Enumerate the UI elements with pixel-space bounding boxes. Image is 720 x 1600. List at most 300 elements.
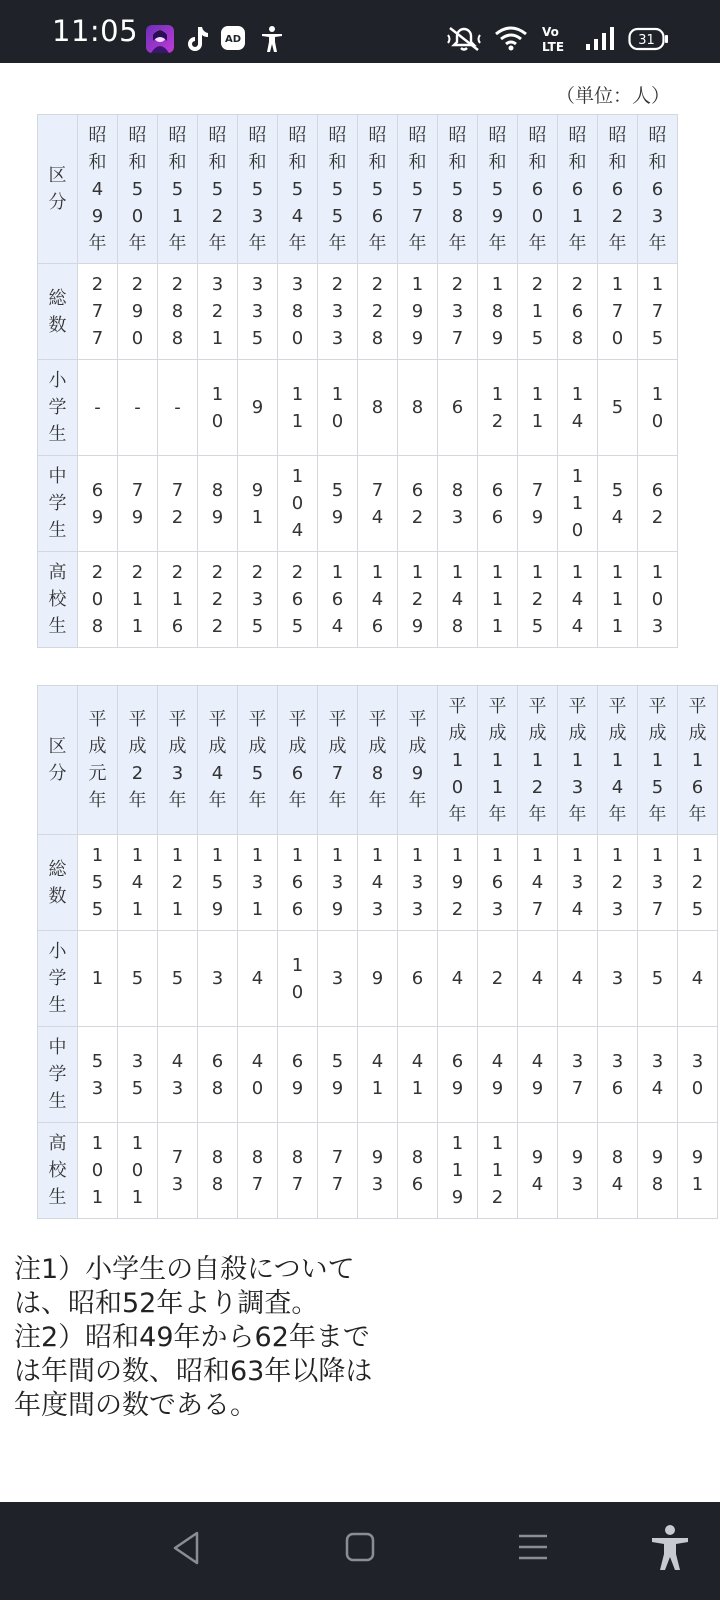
- table-cell: [118, 360, 158, 456]
- table-cell: [638, 360, 678, 456]
- table-cell-text: 111: [491, 562, 504, 637]
- table-cell-text: 265: [291, 562, 304, 637]
- table-cell: [278, 931, 318, 1027]
- table-header-row: [38, 686, 718, 835]
- year-header: [478, 115, 518, 264]
- year-header: [598, 686, 638, 835]
- year-header: [518, 686, 558, 835]
- table-cell: [78, 552, 118, 648]
- table-cell-text: 3: [331, 968, 344, 989]
- row-label: [38, 264, 78, 360]
- table-cell-text: 159: [211, 845, 224, 920]
- table-cell-text: 170: [611, 274, 624, 349]
- table-cell-text: 4: [451, 968, 464, 989]
- table-cell: [678, 1027, 718, 1123]
- table-cell: [238, 835, 278, 931]
- year-header-text: 平成16年: [688, 695, 707, 825]
- table-cell: [158, 264, 198, 360]
- year-header: [478, 686, 518, 835]
- table-cell: [518, 1027, 558, 1123]
- suicide-table-showa: [37, 114, 678, 648]
- table-cell: [358, 1123, 398, 1219]
- note-1: 注1）小学生の自殺については、昭和52年より調査。: [14, 1254, 355, 1319]
- table-cell: [598, 1123, 638, 1219]
- year-header: [558, 115, 598, 264]
- table-cell: [238, 931, 278, 1027]
- svg-text:Vo: Vo: [542, 25, 559, 39]
- table-cell-text: 79: [531, 479, 544, 528]
- table-cell-text: 121: [171, 845, 184, 920]
- table-cell: [278, 1027, 318, 1123]
- table-cell: [398, 264, 438, 360]
- table-cell-text: 199: [411, 274, 424, 349]
- table-cell-text: 93: [571, 1146, 584, 1195]
- table-cell-text: 166: [291, 845, 304, 920]
- table-cell: [438, 456, 478, 552]
- table-cell-text: 62: [411, 479, 424, 528]
- year-header-text: 平成2年: [128, 709, 147, 811]
- year-header: [438, 686, 478, 835]
- table-cell-text: 91: [251, 479, 264, 528]
- table-cell: [478, 1027, 518, 1123]
- table-cell: [478, 1123, 518, 1219]
- table-cell-text: 189: [491, 274, 504, 349]
- table-cell: [198, 456, 238, 552]
- table-cell-text: 6: [411, 968, 424, 989]
- table-cell-text: 4: [531, 968, 544, 989]
- year-header-text: 昭和50年: [128, 124, 147, 254]
- table-cell-text: 4: [251, 968, 264, 989]
- year-header-text: 平成元年: [88, 709, 107, 811]
- table-cell: [198, 931, 238, 1027]
- table-cell-text: 91: [691, 1146, 704, 1195]
- status-time: 11:05: [52, 14, 139, 48]
- table-cell: [78, 835, 118, 931]
- table-cell-text: 43: [171, 1050, 184, 1099]
- table-cell: [678, 835, 718, 931]
- table-cell: [358, 552, 398, 648]
- year-header-text: 昭和49年: [88, 124, 107, 254]
- table-cell: [198, 264, 238, 360]
- table-cell-text: 101: [91, 1133, 104, 1208]
- table-cell: [598, 360, 638, 456]
- table-cell: [678, 931, 718, 1027]
- table-header-row: [38, 115, 678, 264]
- table-cell: [198, 360, 238, 456]
- row-label: [38, 552, 78, 648]
- table-cell: [638, 1027, 678, 1123]
- year-header: [558, 686, 598, 835]
- table-cell-text: 144: [571, 562, 584, 637]
- table-cell: [598, 931, 638, 1027]
- year-header-text: 平成4年: [208, 709, 227, 811]
- table-row: [38, 835, 718, 931]
- row-label-text: 中学生: [48, 466, 67, 541]
- year-header-text: 平成13年: [568, 695, 587, 825]
- table-cell-text: 125: [691, 845, 704, 920]
- table-cell-text: 74: [371, 479, 384, 528]
- year-header: [678, 686, 718, 835]
- table-cell-text: 87: [251, 1146, 264, 1195]
- table-cell: [78, 360, 118, 456]
- table-cell: [318, 1123, 358, 1219]
- year-header: [198, 686, 238, 835]
- table-cell: [278, 264, 318, 360]
- year-header: [638, 686, 678, 835]
- table-cell-text: 2: [491, 968, 504, 989]
- signal-icon: [584, 26, 618, 56]
- table-cell-text: 72: [171, 479, 184, 528]
- table-cell: [598, 264, 638, 360]
- row-label: [38, 931, 78, 1027]
- table-cell-text: 141: [131, 845, 144, 920]
- table-cell-text: 87: [291, 1146, 304, 1195]
- table-cell-text: 222: [211, 562, 224, 637]
- table-cell: [78, 1027, 118, 1123]
- table-cell: [158, 835, 198, 931]
- table-cell-text: 123: [611, 845, 624, 920]
- home-icon[interactable]: [344, 1531, 376, 1567]
- table-cell: [478, 264, 518, 360]
- table-cell-text: 59: [331, 479, 344, 528]
- year-header-text: 平成12年: [528, 695, 547, 825]
- row-label-text: 中学生: [48, 1037, 67, 1112]
- table-cell: [318, 360, 358, 456]
- corner-header-text: 区分: [48, 736, 67, 784]
- mute-icon: [446, 26, 482, 56]
- page-content[interactable]: [0, 63, 720, 1502]
- table-cell: [558, 1027, 598, 1123]
- table-cell: [558, 264, 598, 360]
- table-cell-text: 119: [451, 1133, 464, 1208]
- table-cell-text: 69: [291, 1050, 304, 1099]
- row-label: [38, 360, 78, 456]
- table-cell: [358, 931, 398, 1027]
- row-label: [38, 456, 78, 552]
- year-header-text: 昭和54年: [288, 124, 307, 254]
- table-cell: [398, 931, 438, 1027]
- table-cell-text: 208: [91, 562, 104, 637]
- table-cell-text: 59: [331, 1050, 344, 1099]
- year-header-text: 昭和57年: [408, 124, 427, 254]
- table-cell: [478, 552, 518, 648]
- table-cell-text: 155: [91, 845, 104, 920]
- table-cell: [78, 264, 118, 360]
- table-cell-text: 112: [491, 1133, 504, 1208]
- table-cell: [518, 1123, 558, 1219]
- table-cell-text: 103: [651, 562, 664, 637]
- table-cell-text: 228: [371, 274, 384, 349]
- suicide-table-heisei: [37, 685, 718, 1219]
- table-cell-text: 6: [451, 397, 464, 418]
- table-cell-text: 79: [131, 479, 144, 528]
- year-header-text: 平成8年: [368, 709, 387, 811]
- table-cell: [238, 1123, 278, 1219]
- table-cell: [358, 360, 398, 456]
- year-header-text: 昭和55年: [328, 124, 347, 254]
- table-cell-text: 146: [371, 562, 384, 637]
- table-cell: [678, 1123, 718, 1219]
- table-cell-text: 5: [611, 397, 624, 418]
- table-cell-text: 111: [611, 562, 624, 637]
- year-header-text: 平成9年: [408, 709, 427, 811]
- table-cell-text: 5: [651, 968, 664, 989]
- status-bar: [0, 0, 720, 63]
- table-cell: [638, 1123, 678, 1219]
- table-cell: [238, 456, 278, 552]
- table-cell-text: 137: [651, 845, 664, 920]
- table-cell: [318, 264, 358, 360]
- table-cell-text: 380: [291, 274, 304, 349]
- table-cell-text: 148: [451, 562, 464, 637]
- table-row: [38, 552, 678, 648]
- table-cell-text: 41: [411, 1050, 424, 1099]
- year-header-text: 平成15年: [648, 695, 667, 825]
- row-label-text: 総数: [48, 287, 67, 336]
- table-cell-text: 40: [251, 1050, 264, 1099]
- table-cell: [198, 1123, 238, 1219]
- navigation-bar: [0, 1502, 720, 1600]
- table-cell: [398, 552, 438, 648]
- table-cell: [118, 264, 158, 360]
- year-header: [198, 115, 238, 264]
- table-cell-text: 62: [651, 479, 664, 528]
- table-cell-text: 164: [331, 562, 344, 637]
- year-header-text: 昭和51年: [168, 124, 187, 254]
- corner-header-text: 区分: [48, 165, 67, 213]
- table-cell: [238, 360, 278, 456]
- corner-header: [38, 115, 78, 264]
- table-cell-text: 73: [171, 1146, 184, 1195]
- table-cell-text: 14: [571, 383, 584, 432]
- table-cell-text: 86: [411, 1146, 424, 1195]
- table-cell-text: 9: [251, 397, 264, 418]
- row-label-text: 小学生: [48, 941, 67, 1016]
- year-header-text: 昭和60年: [528, 124, 547, 254]
- table-cell: [638, 931, 678, 1027]
- table-cell: [278, 360, 318, 456]
- table-cell: [78, 1123, 118, 1219]
- year-header: [278, 686, 318, 835]
- year-header: [598, 115, 638, 264]
- table-cell-text: 12: [491, 383, 504, 432]
- year-header: [118, 115, 158, 264]
- year-header: [398, 686, 438, 835]
- table-cell-text: 1: [91, 968, 104, 989]
- table-cell: [558, 1123, 598, 1219]
- year-header-text: 平成11年: [488, 695, 507, 825]
- table-cell: [558, 456, 598, 552]
- table-cell-text: 98: [651, 1146, 664, 1195]
- row-label-text: 高校生: [48, 1133, 67, 1208]
- table-cell: [518, 360, 558, 456]
- year-header: [318, 115, 358, 264]
- accessibility-button[interactable]: [650, 1524, 690, 1576]
- table-cell: [398, 1027, 438, 1123]
- table-cell: [558, 552, 598, 648]
- table-cell-text: 8: [371, 397, 384, 418]
- table-cell-text: 233: [331, 274, 344, 349]
- table-cell: [398, 456, 438, 552]
- table-cell-text: 175: [651, 274, 664, 349]
- table-cell-text: 10: [211, 383, 224, 432]
- row-label: [38, 1123, 78, 1219]
- table-cell-text: 101: [131, 1133, 144, 1208]
- table-cell: [398, 360, 438, 456]
- table-cell: [398, 1123, 438, 1219]
- table-cell: [278, 835, 318, 931]
- table-cell: [118, 835, 158, 931]
- table-cell: [438, 1027, 478, 1123]
- row-label: [38, 1027, 78, 1123]
- table-row: [38, 456, 678, 552]
- table-cell: [198, 1027, 238, 1123]
- table-cell: [158, 1027, 198, 1123]
- table-cell-text: 10: [331, 383, 344, 432]
- table-row: [38, 931, 718, 1027]
- table-cell: [318, 835, 358, 931]
- table-cell: [518, 552, 558, 648]
- svg-text:LTE: LTE: [542, 40, 565, 54]
- table-cell: [638, 552, 678, 648]
- table-cell: [558, 931, 598, 1027]
- year-header-text: 昭和62年: [608, 124, 627, 254]
- table-cell-text: 94: [531, 1146, 544, 1195]
- table-cell-text: -: [94, 397, 101, 418]
- table-cell: [318, 456, 358, 552]
- table-cell-text: 216: [171, 562, 184, 637]
- table-cell-text: 133: [411, 845, 424, 920]
- table-cell-text: 192: [451, 845, 464, 920]
- table-cell: [158, 360, 198, 456]
- table-cell: [638, 456, 678, 552]
- table-cell: [358, 835, 398, 931]
- table-cell: [158, 1123, 198, 1219]
- app-anime-icon: [146, 25, 174, 53]
- table-cell-text: 288: [171, 274, 184, 349]
- year-header-text: 昭和53年: [248, 124, 267, 254]
- row-label-text: 高校生: [48, 562, 67, 637]
- table-cell: [358, 1027, 398, 1123]
- row-label-text: 小学生: [48, 370, 67, 445]
- table-cell-text: 11: [291, 383, 304, 432]
- table-cell-text: 69: [451, 1050, 464, 1099]
- table-cell: [598, 1027, 638, 1123]
- table-cell: [158, 552, 198, 648]
- table-cell: [118, 456, 158, 552]
- year-header: [78, 686, 118, 835]
- year-header: [318, 686, 358, 835]
- table-cell-text: 93: [371, 1146, 384, 1195]
- table-cell-text: 129: [411, 562, 424, 637]
- table-cell-text: 143: [371, 845, 384, 920]
- table-cell: [558, 835, 598, 931]
- table-cell: [438, 1123, 478, 1219]
- table-cell-text: 10: [291, 954, 304, 1003]
- note-2: 注2）昭和49年から62年までは年間の数、昭和63年以降は年度間の数である。: [14, 1322, 373, 1421]
- year-header: [438, 115, 478, 264]
- year-header-text: 平成7年: [328, 709, 347, 811]
- table-cell-text: 68: [211, 1050, 224, 1099]
- table-row: [38, 1027, 718, 1123]
- year-header-text: 平成3年: [168, 709, 187, 811]
- table-cell: [358, 264, 398, 360]
- row-label-text: 総数: [48, 858, 67, 907]
- table-cell-text: 66: [491, 479, 504, 528]
- year-header: [78, 115, 118, 264]
- year-header: [118, 686, 158, 835]
- table-cell: [478, 360, 518, 456]
- table-cell-text: 104: [291, 466, 304, 541]
- table-cell: [78, 456, 118, 552]
- table-cell: [438, 552, 478, 648]
- table-cell: [438, 931, 478, 1027]
- table-cell: [158, 931, 198, 1027]
- table-cell-text: 237: [451, 274, 464, 349]
- table-cell-text: 30: [691, 1050, 704, 1099]
- table-cell: [118, 1027, 158, 1123]
- back-icon[interactable]: [170, 1528, 202, 1572]
- table-cell-text: 10: [651, 383, 664, 432]
- table-cell: [358, 456, 398, 552]
- table-cell: [318, 552, 358, 648]
- svg-text:31: 31: [638, 33, 655, 48]
- table-cell: [598, 835, 638, 931]
- table-cell: [438, 264, 478, 360]
- year-header-text: 平成14年: [608, 695, 627, 825]
- table-cell: [638, 264, 678, 360]
- table-cell-text: 163: [491, 845, 504, 920]
- year-header-text: 昭和61年: [568, 124, 587, 254]
- year-header-text: 昭和58年: [448, 124, 467, 254]
- table-cell: [238, 1027, 278, 1123]
- year-header: [158, 115, 198, 264]
- table-cell: [398, 835, 438, 931]
- menu-icon[interactable]: [517, 1532, 549, 1566]
- table-cell: [278, 1123, 318, 1219]
- table-cell-text: 125: [531, 562, 544, 637]
- ad-blocker-icon: [220, 25, 246, 55]
- battery-icon: [628, 26, 670, 56]
- table-cell-text: 211: [131, 562, 144, 637]
- year-header-text: 昭和59年: [488, 124, 507, 254]
- notes: [14, 1253, 384, 1423]
- table-row: [38, 1123, 718, 1219]
- table-row: [38, 264, 678, 360]
- accessibility-icon: [260, 25, 284, 57]
- table-cell-text: 41: [371, 1050, 384, 1099]
- table-cell: [598, 552, 638, 648]
- wifi-icon: [494, 26, 528, 56]
- year-header-text: 昭和56年: [368, 124, 387, 254]
- table-cell-text: 53: [91, 1050, 104, 1099]
- tiktok-icon: [184, 25, 210, 57]
- table-cell-text: 139: [331, 845, 344, 920]
- year-header: [638, 115, 678, 264]
- year-header: [398, 115, 438, 264]
- table-cell: [478, 931, 518, 1027]
- year-header: [358, 686, 398, 835]
- table-cell-text: 9: [371, 968, 384, 989]
- table-cell: [478, 456, 518, 552]
- table-cell-text: 3: [611, 968, 624, 989]
- table-cell-text: 131: [251, 845, 264, 920]
- table-cell-text: 235: [251, 562, 264, 637]
- table-cell-text: 3: [211, 968, 224, 989]
- table-cell-text: 88: [211, 1146, 224, 1195]
- table-cell: [118, 1123, 158, 1219]
- table-cell-text: 11: [531, 383, 544, 432]
